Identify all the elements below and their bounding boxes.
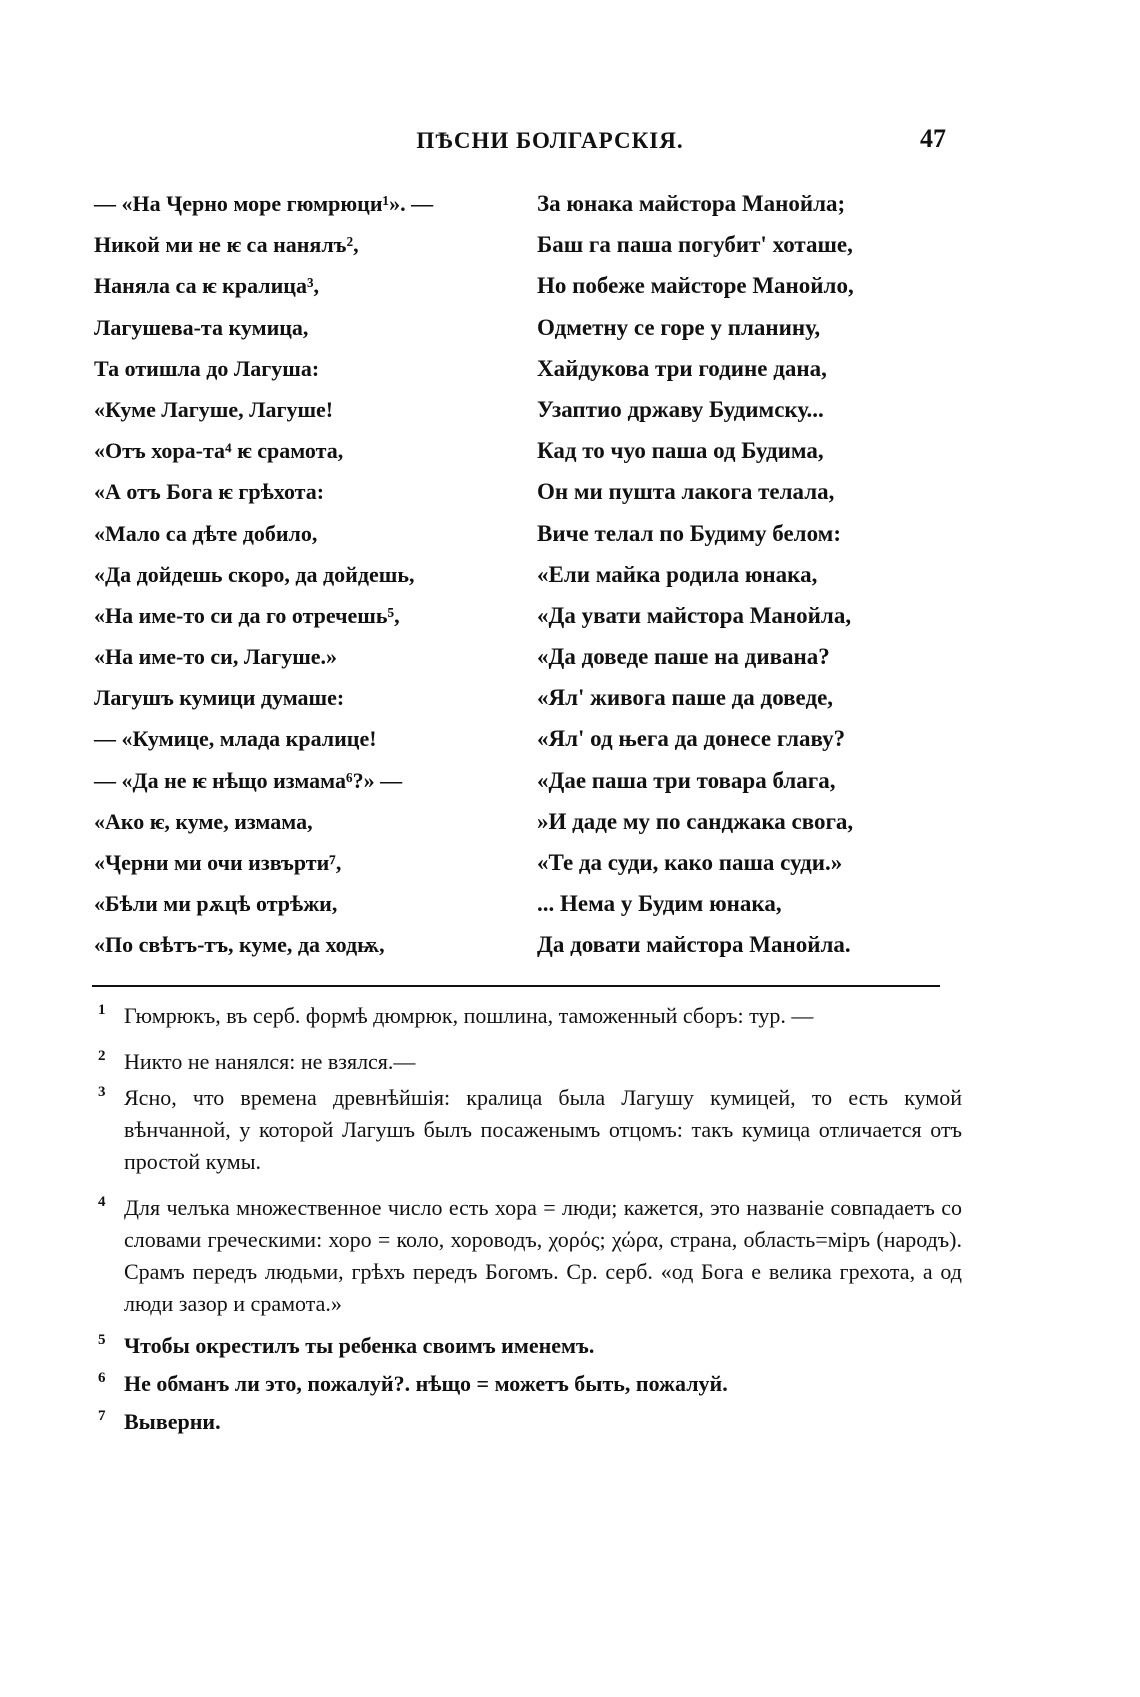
footnote-mark: 1 <box>98 1002 106 1018</box>
verse-line: — «Да не ѥ нѣщо измама⁶?» — <box>94 767 403 793</box>
footnote <box>92 1000 962 1032</box>
verse-line: «Те да суди, како паша суди.» <box>537 850 843 875</box>
footnote-text: Гюмрюкъ, въ серб. формѣ дюмрюк, пошлина, таможенный сборъ: тур. — <box>124 1003 814 1028</box>
footnote-text: Для челъка множественное число есть хора = люди; кажется, это названіе совпадаетъ со словами греческими: хоро = коло, хороводъ, χορός; χώρα, страна, область=міръ (народъ). Срамъ передъ людьми, грѣхъ передъ Богомъ. Ср. серб. «од Бога е велика грехота, а од люди зазор и срамота.» <box>124 1195 962 1316</box>
verse-line: «Да доведе паше на дивана? <box>537 644 830 670</box>
footnote-divider <box>92 985 940 987</box>
verse-line: «Ҷерни ми очи извърти⁷, <box>94 850 342 875</box>
verse-line: Виче телал по Будиму белом: <box>537 520 841 546</box>
verse-line: «Бѣли ми рѫцѣ отрѣжи, <box>94 891 338 917</box>
verse-line: «Да увати майстора Манойла, <box>537 602 852 628</box>
verse-line: Но побеже майсторе Манойло, <box>537 273 854 299</box>
footnote <box>92 1330 962 1362</box>
verse-line: Та отишла до Лагуша: <box>94 355 320 381</box>
footnote-mark: 3 <box>98 1084 106 1100</box>
footnote <box>92 1082 962 1178</box>
verse-line: «Ели майка родила юнака, <box>537 561 818 587</box>
verse-line: — «Кумице, млада кралице! <box>94 726 377 752</box>
footnote-mark: 6 <box>98 1370 106 1386</box>
verse-line: Наняла са ѥ кралица³, <box>94 273 320 299</box>
verse-line: «Да дойдешь скоро, да дойдешь, <box>94 561 415 587</box>
footnote <box>92 1368 962 1400</box>
footnote <box>92 1046 962 1078</box>
footnote-mark: 4 <box>98 1194 106 1210</box>
verse-line: «А отъ Бога ѥ грѣхота: <box>94 479 325 505</box>
footnote-text: Никто не нанялся: не взялся.— <box>124 1049 416 1074</box>
footnote-text: Чтобы окрестилъ ты ребенка своимъ именемъ. <box>124 1333 595 1358</box>
verse-column-right <box>537 183 957 966</box>
verse-line: — «На Ҷерно море гюмрюци¹». — <box>94 191 434 216</box>
verse-line: «Мало са дѣте добило, <box>94 520 318 546</box>
verse-line: Лагушева-та кумица, <box>94 314 309 340</box>
verse-line: За юнака майстора Манойла; <box>537 191 846 216</box>
footnote <box>92 1406 962 1438</box>
footnote-mark: 2 <box>98 1048 106 1064</box>
verse-line: Баш га паша погубит' хоташе, <box>537 232 853 258</box>
verse-line: Да довати майстора Манойла. <box>537 932 851 958</box>
verse-line: «Куме Лагуше, Лагуше! <box>94 396 334 422</box>
verse-line: «На име-то си, Лагуше.» <box>94 644 338 670</box>
verse-line: Он ми пушта лакога телала, <box>537 479 835 505</box>
footnote-text: Не обманъ ли это, пожалуй?. нѣщо = можетъ быть, пожалуй. <box>124 1371 728 1396</box>
verse-line: «На име-то си да го отречешь⁵, <box>94 602 400 628</box>
verse-column-left <box>94 183 514 966</box>
footnote-mark: 5 <box>98 1332 106 1348</box>
footnote-text: Выверни. <box>124 1409 221 1434</box>
verse-line: Узаптио државу Будимску... <box>537 396 824 422</box>
verse-line: «По свѣтъ-тъ, куме, да ходѭ, <box>94 932 385 958</box>
footnote-text: Ясно, что времена древнѣйшія: кралица была Лагушу кумицей, то есть кумой вѣнчанной, у которой Лагушъ былъ посаженымъ отцомъ: такъ кумица отличается отъ простой кумы. <box>124 1085 962 1174</box>
verse-line: Хайдукова три године дана, <box>537 355 827 381</box>
verse-line: ... Нема у Будим юнака, <box>537 891 782 917</box>
footnotes <box>92 1000 962 1448</box>
verse-line: »И даде му по санджака свога, <box>537 808 854 834</box>
verse-line: Кад то чуо паша од Будима, <box>537 438 824 464</box>
verse-line: «Дае паша три товара блага, <box>537 767 836 793</box>
verse-line: «Отъ хора-та⁴ ѥ срамота, <box>94 438 344 464</box>
verse-line: Одметну се горе у планину, <box>537 314 821 340</box>
page-number: 47 <box>920 124 946 153</box>
verse-line: Никой ми не ѥ са нанялъ², <box>94 232 359 258</box>
verse-line: «Ял' од њега да донесе главу? <box>537 726 846 752</box>
verse-line: «Ако ѥ, куме, измама, <box>94 808 313 834</box>
verse-line: Лагушъ кумици думаше: <box>94 685 345 711</box>
footnote-mark: 7 <box>98 1408 106 1424</box>
footnote <box>92 1192 962 1320</box>
verse-line: «Ял' живога паше да доведе, <box>537 685 834 711</box>
running-title: ПѢСНИ БОЛГАРСКІЯ. <box>416 128 684 153</box>
